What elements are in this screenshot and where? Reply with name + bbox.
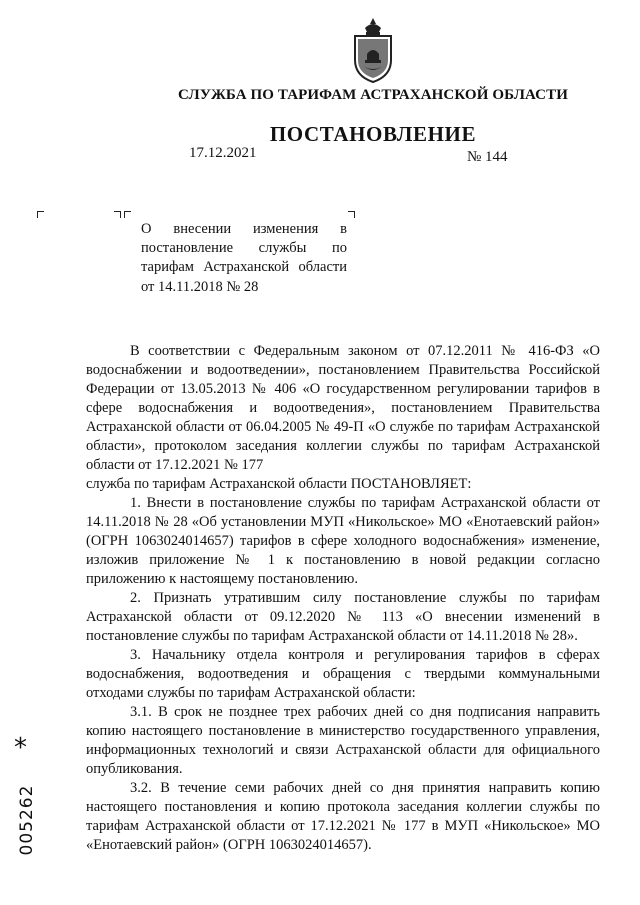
corner-mark	[37, 211, 44, 218]
paragraph-3-1: 3.1. В срок не позднее трех рабочих дней со дня подписания направить копию настоящего постановление в министерство государственного управления, информационных технологий и связи Астраханской области для официального опубликования.	[86, 704, 600, 777]
doc-body	[86, 342, 600, 855]
margin-stamp-number: 005262	[17, 784, 37, 856]
corner-mark	[348, 211, 355, 218]
preamble-paragraph: В соответствии с Федеральным законом от 07.12.2011 № 416-ФЗ «О водоснабжении и водоотведении», постановлением Правительства Российской Федерации от 13.05.2013 № 406 «О государственном регулировании тарифов в сфере водоснабжения и водоотведения», постановлением Правительства Астраханской области от 06.04.2005 № 49-П «О службе по тарифам Астраханской области», протоколом заседания коллегии службы по тарифам Астраханской области от 17.12.2021 № 177	[86, 343, 600, 473]
coat-of-arms-icon	[349, 16, 397, 84]
doc-date: 17.12.2021	[189, 145, 257, 161]
paragraph-3: 3. Начальнику отдела контроля и регулирования тарифов в сферах водоснабжения, водоотведения и обращения с твердыми коммунальными отходами службы по тарифам Астраханской области:	[86, 647, 600, 701]
corner-mark	[124, 211, 131, 218]
doc-subject: О внесении изменения в постановление службы по тарифам Астраханской области от 14.11.2018 № 28	[141, 221, 347, 295]
paragraph-2: 2. Признать утратившим силу постановление службы по тарифам Астраханской области от 09.12.2020 № 113 «О внесении изменений в постановление службы по тарифам Астраханской области от 14.11.2018 № 28».	[86, 590, 600, 644]
org-name: СЛУЖБА ПО ТАРИФАМ АСТРАХАНСКОЙ ОБЛАСТИ	[178, 87, 568, 103]
margin-star-mark: *	[14, 733, 27, 763]
doc-type-title: ПОСТАНОВЛЕНИЕ	[269, 122, 477, 146]
doc-number: № 144	[467, 149, 508, 165]
paragraph-3-2: 3.2. В течение семи рабочих дней со дня принятия направить копию настоящего постановления и копию протокола заседания коллегии службы по тарифам Астраханской области от 17.12.2021 № 177 в МУП «Никольское» МО «Енотаевский район» (ОГРН 1063024014657).	[86, 780, 600, 853]
corner-mark	[114, 211, 121, 218]
resolves-line: служба по тарифам Астраханской области ПОСТАНОВЛЯЕТ:	[86, 476, 472, 492]
paragraph-1: 1. Внести в постановление службы по тарифам Астраханской области от 14.11.2018 № 28 «Об установлении МУП «Никольское» МО «Енотаевский район» (ОГРН 1063024014657) тарифов в сфере холодного водоснабжения» изменение, изложив приложение № 1 к постановлению в новой редакции согласно приложению к настоящему постановлению.	[86, 495, 600, 587]
